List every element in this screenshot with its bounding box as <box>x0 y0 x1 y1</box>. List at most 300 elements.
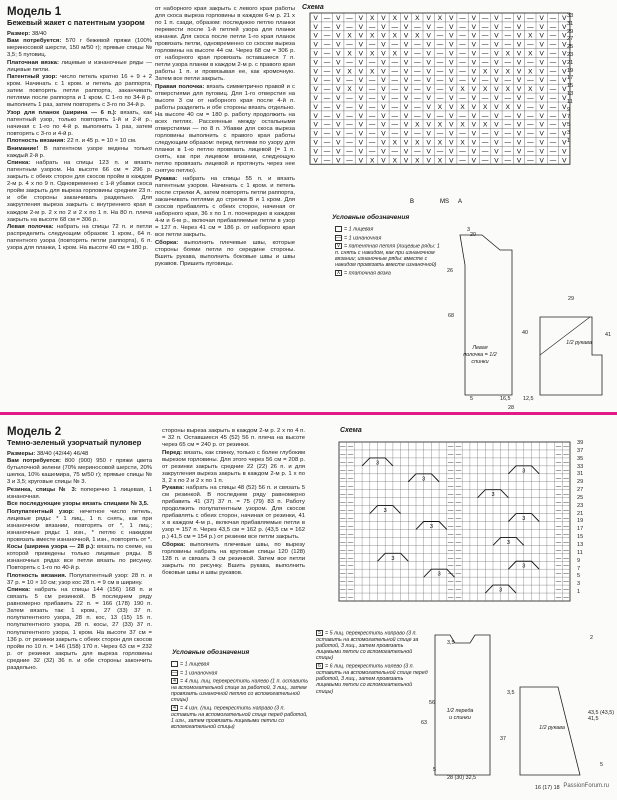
grid-symbol: V <box>426 103 431 111</box>
model1-title: Модель 1 <box>7 6 62 18</box>
row-number: 7 <box>567 114 571 121</box>
grid-symbol: V <box>426 130 431 138</box>
model2-paragraph-label: Сборка: <box>162 541 186 548</box>
grid-symbol: X <box>392 14 397 22</box>
grid-symbol: V <box>494 112 499 120</box>
grid-symbol: V <box>449 68 454 76</box>
grid-symbol: — <box>414 112 421 120</box>
grid-symbol: — <box>414 23 421 31</box>
grid-symbol: — <box>459 32 466 40</box>
grid-symbol: V <box>516 148 522 156</box>
grid-symbol: — <box>504 121 511 129</box>
grid-symbol: — <box>527 130 534 138</box>
grid-symbol: V <box>381 41 386 49</box>
model2-title: Модель 2 <box>7 426 62 438</box>
grid-symbol: — <box>455 539 462 546</box>
model2-paragraph-label: Полупатентный узор: <box>7 508 75 515</box>
grid-symbol: V <box>358 148 364 156</box>
grid-symbol: — <box>563 483 569 490</box>
grid-symbol: V <box>358 41 364 49</box>
model2-paragraph-label: Рукава: <box>162 485 185 492</box>
grid-symbol: X <box>437 103 443 111</box>
legend-item <box>335 226 445 233</box>
grid-symbol: V <box>494 86 499 94</box>
grid-symbol: V <box>539 50 544 58</box>
grid-symbol: — <box>555 443 562 450</box>
grid-symbol: V <box>539 157 544 165</box>
grid-symbol: V <box>381 68 386 76</box>
legend-symbol <box>335 226 342 232</box>
grid-symbol: V <box>449 103 454 111</box>
grid-symbol: — <box>549 121 557 129</box>
grid-symbol: V <box>426 50 431 58</box>
model2-sleeve-label: 1/2 рукава <box>539 725 565 731</box>
model2-text-2 <box>162 428 305 577</box>
grid-symbol: — <box>323 139 331 147</box>
grid-symbol: — <box>527 148 534 156</box>
row-number: 19 <box>577 518 584 525</box>
grid-symbol: — <box>555 451 562 458</box>
grid-symbol: V <box>381 50 386 58</box>
grid-symbol: — <box>504 130 511 138</box>
grid-symbol: — <box>549 130 557 138</box>
model2-paragraph: Спинка: набрать на спицы 144 (156) 168 п. и связать 5 см резинкой. В последнем ряду равномерно прибавить 22 п. = 166 (178) 190 п. Затем вязать так: 1 кром., 27 (33) 37 п. полупатентного узора, 28 п. кос, 13 (15) 15 п. полупатентного узора, 28 п. косы, 27 (33) 37 п. полупатентного узора, 1 кром. На высоте 37 см = 136 р. от резинки закрыть с обеих сторон для скосов пройм по 10 п. = 146 (158) 170 п. Через 63 см = 232 р. от резинки закрыть для выреза горловины средние 32 (32) 36 п. и обе стороны закончить раздельно. <box>7 587 152 671</box>
grid-symbol: — <box>340 555 346 562</box>
grid-symbol: V <box>494 148 499 156</box>
grid-symbol: V <box>494 121 499 129</box>
grid-symbol: X <box>392 157 397 165</box>
grid-symbol: V <box>471 77 477 85</box>
cable-count: 3 <box>522 468 526 475</box>
grid-symbol: V <box>313 41 318 49</box>
grid-symbol: — <box>481 130 489 138</box>
measurement-label: 37 <box>500 736 506 742</box>
grid-symbol: — <box>459 68 466 76</box>
grid-symbol: — <box>455 595 462 601</box>
model1-paragraph: Плотность вязания: 22 п. и 45 р. = 10 × 10 см. <box>7 138 137 145</box>
measurement-label: 5 <box>470 396 473 402</box>
model1-paragraph: Размер: 38/40 <box>7 30 47 37</box>
grid-symbol: V <box>403 139 409 147</box>
grid-symbol: V <box>449 23 454 31</box>
grid-symbol: V <box>336 32 341 40</box>
grid-symbol: — <box>447 499 454 506</box>
grid-symbol: — <box>447 563 454 570</box>
cable-count: 3 <box>499 587 503 594</box>
grid-symbol: V <box>403 41 409 49</box>
grid-symbol: — <box>347 491 354 498</box>
model2-legend-title: Условные обозначения <box>172 649 250 656</box>
grid-symbol: — <box>555 515 562 522</box>
measurement-label: 28 <box>508 405 514 411</box>
grid-symbol: — <box>563 467 569 474</box>
grid-symbol: — <box>340 539 346 546</box>
grid-symbol: — <box>436 68 444 76</box>
grid-symbol: V <box>471 14 477 22</box>
grid-symbol: — <box>447 475 454 482</box>
axis-label: А <box>458 199 463 205</box>
grid-symbol: V <box>539 139 544 147</box>
grid-symbol: V <box>471 103 477 111</box>
grid-symbol: V <box>494 103 499 111</box>
grid-symbol: — <box>549 50 557 58</box>
grid-symbol: V <box>449 77 454 85</box>
grid-symbol: V <box>562 23 567 31</box>
grid-symbol: X <box>347 50 352 58</box>
grid-symbol: — <box>527 157 534 165</box>
grid-symbol: — <box>347 499 354 506</box>
grid-symbol: V <box>381 77 386 85</box>
grid-symbol: — <box>340 499 346 506</box>
legend-text: = 1 изнаночная <box>344 235 382 242</box>
legend-symbol: 4 <box>171 678 178 684</box>
grid-symbol: — <box>323 95 331 102</box>
legend-item <box>316 630 428 661</box>
legend-item <box>335 270 445 277</box>
model2-name: Темно-зеленый узорчатый пуловер <box>7 438 142 447</box>
grid-symbol: V <box>471 23 477 31</box>
grid-symbol: V <box>403 157 409 165</box>
grid-symbol: V <box>494 157 499 165</box>
grid-symbol: V <box>449 14 454 22</box>
grid-symbol: V <box>381 139 386 147</box>
legend-symbol: 4 <box>171 705 178 711</box>
grid-symbol: — <box>414 59 421 67</box>
grid-symbol: — <box>391 68 398 76</box>
model1-paragraph-label: Платочная вязка: <box>7 59 59 66</box>
grid-symbol: V <box>516 95 522 102</box>
grid-symbol: — <box>368 103 376 111</box>
grid-symbol: — <box>504 14 511 22</box>
grid-symbol: — <box>347 595 354 601</box>
grid-symbol: V <box>516 103 522 111</box>
grid-symbol: X <box>460 121 465 129</box>
grid-symbol: — <box>323 103 331 111</box>
grid-symbol: — <box>323 68 331 76</box>
grid-symbol: V <box>471 32 477 40</box>
grid-symbol: — <box>504 95 511 102</box>
grid-symbol: — <box>347 571 354 578</box>
cable-count: 3 <box>383 508 387 515</box>
grid-symbol: — <box>555 539 562 546</box>
model2-front-label: 1/2 переда и спинки <box>446 708 474 721</box>
grid-symbol: V <box>403 77 409 85</box>
grid-symbol: — <box>555 595 562 601</box>
legend-symbol <box>171 661 178 667</box>
grid-symbol: V <box>449 32 454 40</box>
grid-symbol: — <box>323 32 331 40</box>
grid-symbol: V <box>381 112 386 120</box>
row-number: 29 <box>577 479 584 486</box>
legend-text: = 4 лиц. лиц. перекрестить налево (1 п. оставить на вспомогательной спице за работой, 3 лиц., затем провязать изнаночной петлю со вспомогательной спицы) <box>171 678 309 704</box>
grid-symbol: — <box>549 77 557 85</box>
model1-paragraph: от наборного края закрыть с левого края работы для скоса выреза горловины в каждом 6-м р. 21 х по 1 п. сзади, образом: последнюю петлю планки перевести после 1-й петлей узора для планки изнанки. Для скоса после петли 1-го края планок провязать петли, одновременно со скосом выреза горловины на высоте 44 см. Через 68 см = 306 р. от наборного края провязать оставшиеся 7 п. петли узора планки в каждом 2-м р. с правого края работы 1 п. и провязывая ее, как кромочную. Затем все петли закрыть. <box>155 6 295 83</box>
grid-symbol: V <box>313 50 318 58</box>
model2-paragraph: Вам потребуется: 800 (900) 950 г пряжи цвета бутылочной зелени (70% мериносовой шерсти, 20% шелка, 10% кашемира, 75 м/50 г); прямые спицы № 3 и 3,5; круговые спицы № 3. <box>7 458 152 486</box>
grid-symbol: — <box>368 86 376 94</box>
row-number: 27 <box>577 487 584 494</box>
grid-symbol: V <box>449 59 454 67</box>
grid-symbol: — <box>481 112 489 120</box>
grid-symbol: — <box>323 14 331 22</box>
grid-symbol: X <box>482 86 488 94</box>
grid-symbol: — <box>455 451 462 458</box>
grid-symbol: V <box>562 112 567 120</box>
grid-symbol: X <box>369 32 375 40</box>
grid-symbol: — <box>455 587 462 594</box>
grid-symbol: — <box>347 555 354 562</box>
grid-symbol: V <box>313 23 318 31</box>
measurement-label: 68 <box>448 313 454 319</box>
grid-symbol: — <box>447 555 454 562</box>
grid-symbol: V <box>426 112 431 120</box>
grid-symbol: V <box>313 68 318 76</box>
grid-symbol: — <box>504 59 511 67</box>
model1-paragraph-label: Левая полочка: <box>7 223 54 230</box>
model2-paragraph-label: Размеры: <box>7 450 36 457</box>
grid-symbol: — <box>555 491 562 498</box>
grid-symbol: V <box>381 23 386 31</box>
grid-symbol: V <box>313 14 318 22</box>
model2-legend-right <box>316 630 428 697</box>
grid-symbol: — <box>368 95 376 102</box>
model2-legend-left <box>171 661 309 733</box>
grid-symbol: — <box>563 595 569 601</box>
grid-symbol: — <box>504 77 511 85</box>
grid-symbol: V <box>449 148 454 156</box>
grid-symbol: V <box>449 95 454 102</box>
legend-text: = 4 изн. (лиц. перекрестить направо (3 п. оставить на вспомогательной спице перед работой, 1 изн., затем провязать лицевыми петли со вспомогательной спицы) <box>171 705 308 731</box>
model1-paragraph: Спинка: набрать на спицы 123 п. и вязать патентным узором. На высоте 66 см = 296 р. закрыть с обеих сторон для скосов пройм в каждом 2-м р. 4 х по 9 п. Одновременно с 1-й убавки скоса пройм закрыть для выреза горловины средние 23 п. и обе стороны заканчивать раздельно. Для закругления выреза закрыть с внутреннего края в каждом 2-м р. 2 х по 2 и 2 х по 1 п. На 80 п. плеча закрыть на высоте 68 см = 306 р. <box>7 160 152 223</box>
grid-symbol: — <box>555 547 562 554</box>
grid-symbol: V <box>313 148 318 156</box>
grid-symbol: — <box>549 157 557 165</box>
grid-symbol: — <box>323 59 331 67</box>
grid-symbol: — <box>447 579 454 586</box>
grid-symbol: V <box>403 59 409 67</box>
model1-paragraph-label: Размер: <box>7 30 31 37</box>
grid-symbol: — <box>455 555 462 562</box>
model1-sleeve-label: 1/2 рукава <box>566 340 592 346</box>
grid-symbol: — <box>347 507 354 514</box>
row-number: 9 <box>577 557 581 564</box>
grid-symbol: V <box>336 95 341 102</box>
model1-paragraph-label: Сборка: <box>155 239 179 246</box>
grid-symbol: — <box>555 571 562 578</box>
grid-symbol: V <box>426 95 431 102</box>
grid-symbol: — <box>555 563 562 570</box>
row-number: 39 <box>577 440 584 446</box>
grid-symbol: — <box>527 77 534 85</box>
row-number: 11 <box>567 98 573 105</box>
row-number: 21 <box>577 510 584 517</box>
grid-symbol: V <box>539 130 544 138</box>
grid-symbol: — <box>340 459 346 466</box>
model1-text-1 <box>7 31 152 253</box>
grid-symbol: — <box>340 547 346 554</box>
grid-symbol: V <box>336 139 341 147</box>
grid-symbol: — <box>504 148 511 156</box>
model1-front-label: Левая полочка = 1/2 спинки <box>463 345 497 365</box>
cable-count: 3 <box>506 539 510 546</box>
grid-symbol: — <box>323 50 331 58</box>
measurement-label: 26 <box>447 268 453 274</box>
row-number: 17 <box>567 75 574 82</box>
row-number: 23 <box>567 51 574 58</box>
row-number: 17 <box>577 526 584 533</box>
model2-paragraph: Плотность вязания. Полупатентный узор: 28 п. и 37 р. = 10 × 10 см; узор кос 28 п. = 9 см в ширину. <box>7 572 152 586</box>
grid-symbol: — <box>340 515 346 522</box>
grid-symbol: — <box>391 103 398 111</box>
grid-symbol: V <box>516 68 522 76</box>
grid-symbol: V <box>562 121 567 129</box>
grid-symbol: — <box>549 148 557 156</box>
grid-symbol: — <box>436 130 444 138</box>
grid-symbol: — <box>447 467 454 474</box>
grid-symbol: — <box>414 95 421 102</box>
grid-symbol: — <box>563 515 569 522</box>
legend-text: = 5 лиц. перекрестить направо (3 п. оставить на вспомогательной спице за работой, 3 лиц., затем провязать лицевыми петли со вспомогательной спицы) <box>316 630 419 662</box>
grid-symbol: X <box>437 139 443 147</box>
row-number: 11 <box>577 549 583 556</box>
model2-text-1 <box>7 451 152 672</box>
grid-symbol: — <box>527 59 534 67</box>
grid-symbol: — <box>459 157 466 165</box>
cable-count: 3 <box>522 563 526 570</box>
grid-symbol: V <box>562 77 567 85</box>
grid-symbol: — <box>504 157 511 165</box>
grid-symbol: X <box>347 32 352 40</box>
grid-symbol: — <box>347 563 354 570</box>
grid-symbol: — <box>436 59 444 67</box>
model1-paragraph: Внимание! В патентном узоре ведены только каждый 2-й р. <box>7 145 152 159</box>
grid-symbol: — <box>347 467 354 474</box>
grid-symbol: V <box>381 157 386 165</box>
grid-symbol: — <box>447 491 454 498</box>
grid-symbol: — <box>391 130 398 138</box>
grid-symbol: — <box>563 555 569 562</box>
grid-symbol: V <box>313 130 318 138</box>
grid-symbol: — <box>555 507 562 514</box>
grid-symbol: — <box>368 23 376 31</box>
measurement-label: 12,5 <box>523 396 534 402</box>
model1-paragraph: Узор для планок (ширина — 6 п.): вязать, как патентный узор, только повторять 1-й и 2-й р., начиная с 1-го по 4-й р. выполнить 1 раз, затем повторять с 3-го и 4-й р. <box>7 109 152 137</box>
row-number: 35 <box>577 455 584 462</box>
grid-symbol: — <box>340 507 346 514</box>
grid-symbol: V <box>516 32 522 40</box>
grid-symbol: V <box>449 50 454 58</box>
grid-symbol: X <box>369 68 375 76</box>
grid-symbol: V <box>403 95 409 102</box>
grid-symbol: V <box>562 139 567 147</box>
grid-symbol: V <box>471 95 477 102</box>
legend-text: = платочная вязка <box>344 270 391 277</box>
row-number: 3 <box>577 581 581 588</box>
cable-count: 3 <box>391 555 395 562</box>
grid-symbol: X <box>505 103 510 111</box>
grid-symbol: — <box>436 95 444 102</box>
model1-paragraph: Вам потребуется: 570 г бежевой пряжи (100% мериносовой шерсти, 150 м/50 г); прямые спицы № 3,5; 5 пуговиц. <box>7 38 152 59</box>
grid-symbol: — <box>459 112 466 120</box>
row-number: 1 <box>577 589 581 596</box>
grid-symbol: — <box>340 579 346 586</box>
model1-legend <box>335 226 445 279</box>
grid-symbol: — <box>555 579 562 586</box>
grid-symbol: V <box>562 157 567 165</box>
grid-symbol: V <box>381 148 386 156</box>
grid-symbol: V <box>358 103 364 111</box>
grid-symbol: — <box>447 523 454 530</box>
row-number: 13 <box>567 90 574 97</box>
grid-symbol: V <box>471 68 477 76</box>
grid-symbol: V <box>313 121 318 129</box>
grid-symbol: V <box>403 23 409 31</box>
model2-paragraph-label: Плотность вязания. <box>7 572 67 579</box>
grid-symbol: — <box>563 507 569 514</box>
grid-symbol: X <box>505 68 510 76</box>
legend-item <box>171 661 309 668</box>
grid-symbol: — <box>347 539 354 546</box>
grid-symbol: V <box>403 14 409 22</box>
row-number: 5 <box>577 573 581 580</box>
grid-symbol: V <box>426 121 431 129</box>
measurement-label: 5 <box>433 767 436 773</box>
grid-symbol: — <box>414 130 421 138</box>
grid-symbol: V <box>403 121 409 129</box>
model1-paragraph: Сборка: выполнить плечевые швы, которые стороны боями петли по середине стороны. Вшить рукава, выполнить боковые швы и швы рукавов. Пришить пуговицы. <box>155 239 295 267</box>
grid-symbol: V <box>313 86 318 94</box>
model1-paragraph: Левая полочка: набрать на спицы 72 п. и петли распределить следующим образом: 1 кром., 64 п. патентного узора (повторять петли раппорта), 6 п. узора для планки, 1 кром. На высоте 40 см = 180 р. <box>7 223 152 252</box>
grid-symbol: X <box>437 14 443 22</box>
grid-symbol: — <box>340 491 346 498</box>
model2-chart-grid <box>333 437 573 612</box>
grid-symbol: V <box>313 95 318 102</box>
grid-symbol: V <box>494 139 499 147</box>
grid-symbol: — <box>459 59 466 67</box>
grid-symbol: V <box>539 148 544 156</box>
grid-symbol: V <box>539 23 544 31</box>
grid-symbol: — <box>455 571 462 578</box>
grid-symbol: V <box>516 121 522 129</box>
grid-symbol: — <box>549 14 557 22</box>
grid-symbol: — <box>347 475 354 482</box>
grid-symbol: — <box>447 515 454 522</box>
grid-symbol: V <box>336 41 341 49</box>
row-number: 13 <box>577 541 584 548</box>
grid-symbol: — <box>391 148 398 156</box>
grid-symbol: — <box>368 77 376 85</box>
legend-item <box>171 678 309 703</box>
grid-symbol: X <box>437 157 443 165</box>
grid-symbol: V <box>516 59 522 67</box>
grid-symbol: V <box>336 130 341 138</box>
row-number: 23 <box>577 502 584 509</box>
grid-symbol: X <box>415 139 420 147</box>
grid-symbol: V <box>381 130 386 138</box>
model1-row-numbers <box>567 13 573 146</box>
measurement-label: 20 <box>470 232 476 238</box>
grid-symbol: — <box>414 86 421 94</box>
grid-symbol: V <box>516 14 522 22</box>
grid-symbol: — <box>459 130 466 138</box>
grid-symbol: — <box>447 531 454 538</box>
grid-symbol: V <box>336 112 341 120</box>
grid-symbol: — <box>455 483 462 490</box>
grid-symbol: V <box>358 23 364 31</box>
grid-symbol: — <box>527 95 534 102</box>
grid-symbol: V <box>449 121 454 129</box>
grid-symbol: — <box>347 547 354 554</box>
